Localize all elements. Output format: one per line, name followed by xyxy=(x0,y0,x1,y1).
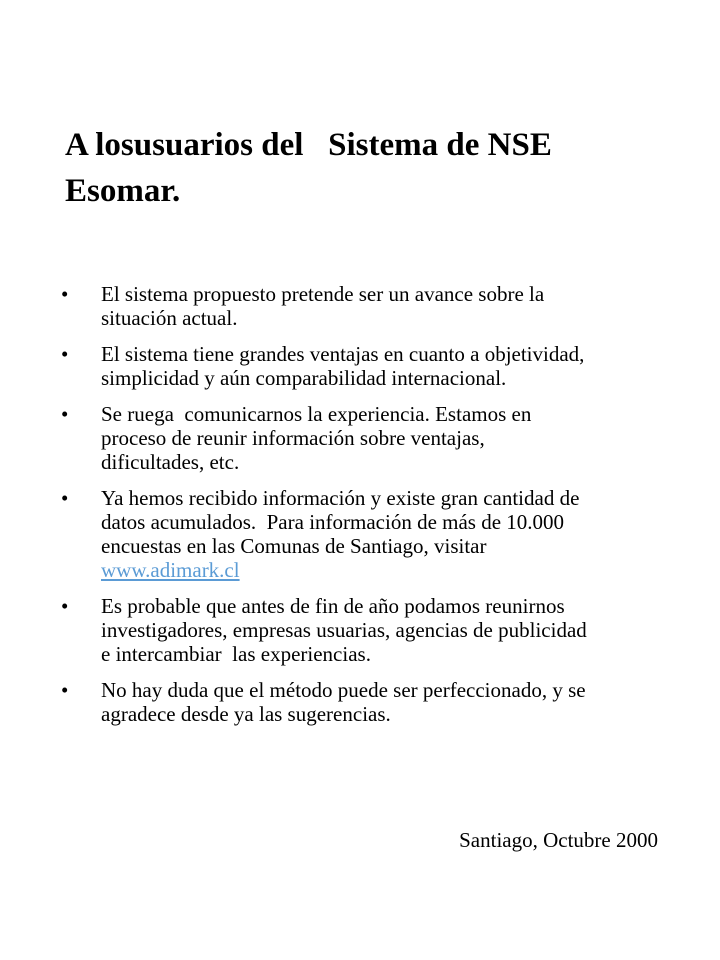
list-item xyxy=(61,678,661,726)
bullet-text-line: Se ruega comunicarnos la experiencia. Estamos en xyxy=(101,402,532,426)
bullet-text-line: No hay duda que el método puede ser perfeccionado, y se xyxy=(101,678,586,702)
bullet-text-line xyxy=(101,558,661,582)
bullet-icon: • xyxy=(61,594,69,618)
bullet-icon: • xyxy=(61,282,69,306)
bullet-text-line: proceso de reunir información sobre ventajas, xyxy=(101,426,485,450)
bullet-text-line: Ya hemos recibido información y existe gran cantidad de xyxy=(101,486,580,510)
bullet-text-line: agradece desde ya las sugerencias. xyxy=(101,702,391,726)
page-title xyxy=(65,122,665,214)
signature-date: Santiago, Octubre 2000 xyxy=(459,828,658,852)
adimark-link[interactable]: www.adimark.cl xyxy=(101,558,240,582)
bullet-text-line: datos acumulados. Para información de más de 10.000 xyxy=(101,510,565,534)
list-item xyxy=(61,402,661,474)
title-line-1: A losusuarios del Sistema de NSE xyxy=(65,127,552,163)
bullet-text-line: El sistema tiene grandes ventajas en cuanto a objetividad, xyxy=(101,342,585,366)
bullet-text-line: investigadores, empresas usuarias, agencias de publicidad xyxy=(101,618,587,642)
list-item xyxy=(61,342,661,390)
bullet-text-line: situación actual. xyxy=(101,306,238,330)
bullet-text-line: El sistema propuesto pretende ser un avance sobre la xyxy=(101,282,545,306)
bullet-icon: • xyxy=(61,678,69,702)
title-line-2: Esomar. xyxy=(65,173,181,209)
list-item xyxy=(61,486,661,582)
bullet-text-line: encuestas en las Comunas de Santiago, visitar xyxy=(101,534,487,558)
bullet-icon: • xyxy=(61,486,69,510)
bullet-text-line: simplicidad y aún comparabilidad internacional. xyxy=(101,366,507,390)
bullet-icon: • xyxy=(61,342,69,366)
bullet-text-line: Es probable que antes de fin de año podamos reunirnos xyxy=(101,594,565,618)
bullet-text-line: e intercambiar las experiencias. xyxy=(101,642,371,666)
list-item xyxy=(61,282,661,330)
list-item xyxy=(61,594,661,666)
bullet-icon: • xyxy=(61,402,69,426)
bullet-list xyxy=(61,282,661,738)
bullet-text-line: dificultades, etc. xyxy=(101,450,240,474)
